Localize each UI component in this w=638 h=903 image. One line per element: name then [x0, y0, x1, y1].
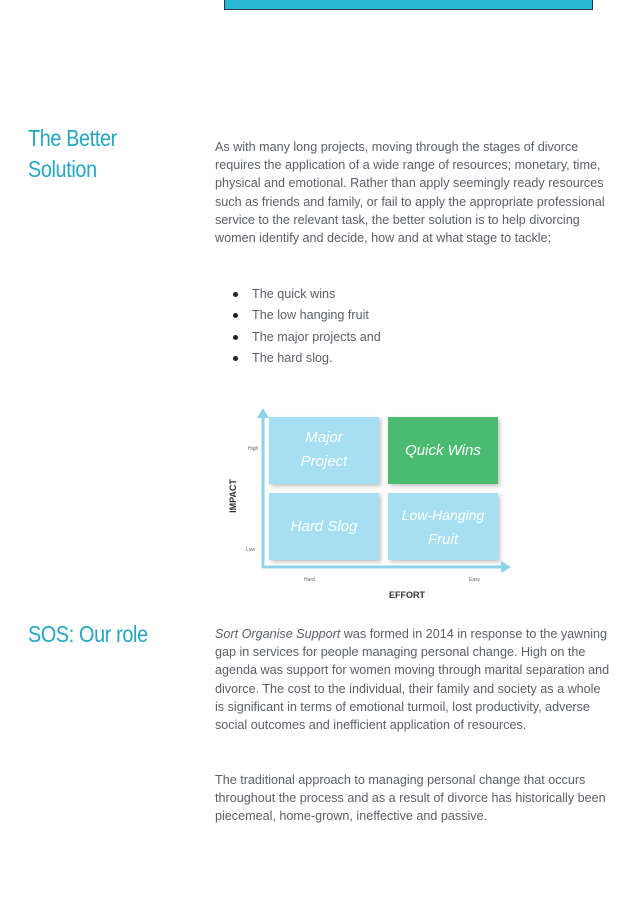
- x-tick-easy: Easy: [469, 577, 481, 583]
- our-role-paragraph-1-text: was formed in 2014 in response to the yawning gap in services for people managing personal change. High on the agenda was support for women moving through marital separation and divorce. The cost to the individual, their family and society as a whole is significant in terms of emotional turmoil, lost productivity, adverse social outcomes and inefficient application of resources.: [215, 627, 610, 733]
- y-axis-arrow-icon: [257, 408, 269, 418]
- quadrant-major-project: [269, 417, 379, 484]
- header-banner-box: [224, 0, 593, 10]
- better-solution-paragraph: As with many long projects, moving through the stages of divorce requires the application of a wide range of resources; monetary, time, physical and emotional. Rather than apply seemingly ready resources such as friends and family, or fail to apply the appropriate professional service to the relevant task, the better solution is to help divorcing women identify and decide, how and at what stage to tackle;: [215, 140, 605, 246]
- bullet-icon: [233, 335, 238, 340]
- quadrant-low-hanging-fruit: [388, 493, 498, 560]
- quadrant-label-fruit: Fruit: [428, 531, 458, 548]
- quadrant-label-major: Major: [305, 429, 343, 446]
- list-item: The hard slog.: [233, 348, 381, 369]
- list-item: The major projects and: [233, 327, 381, 348]
- y-tick-high: High: [248, 446, 259, 452]
- section-heading-better-solution: [28, 123, 148, 185]
- bullet-icon: [233, 313, 238, 318]
- quadrant-label-hard-slog: Hard Slog: [290, 518, 358, 535]
- bullet-list: [233, 284, 381, 369]
- x-axis-arrow-icon: [501, 561, 511, 573]
- list-item: The quick wins: [233, 284, 381, 305]
- bullet-icon: [233, 292, 238, 297]
- y-axis-title: IMPACT: [228, 479, 238, 513]
- bullet-icon: [233, 356, 238, 361]
- impact-effort-matrix: [222, 404, 512, 604]
- quadrant-label-quick-wins: Quick Wins: [405, 442, 481, 459]
- our-role-paragraph-1: [215, 625, 610, 734]
- company-name: Sort Organise Support: [215, 627, 341, 641]
- our-role-paragraph-2: The traditional approach to managing personal change that occurs throughout the process and as a result of divorce has historically been piecemeal, home-grown, ineffective and passive.: [215, 773, 606, 824]
- section-heading-our-role: SOS: Our role: [28, 621, 148, 647]
- heading-line-2: Solution: [28, 156, 97, 182]
- x-tick-hard: Hard: [304, 577, 315, 583]
- quadrant-label-low-hanging: Low-Hanging: [401, 507, 485, 523]
- x-axis-title: EFFORT: [389, 590, 425, 600]
- quadrant-label-project: Project: [300, 453, 348, 470]
- list-item: The low hanging fruit: [233, 305, 381, 326]
- y-tick-low: Low: [246, 547, 256, 553]
- heading-line-1: The Better: [28, 125, 117, 151]
